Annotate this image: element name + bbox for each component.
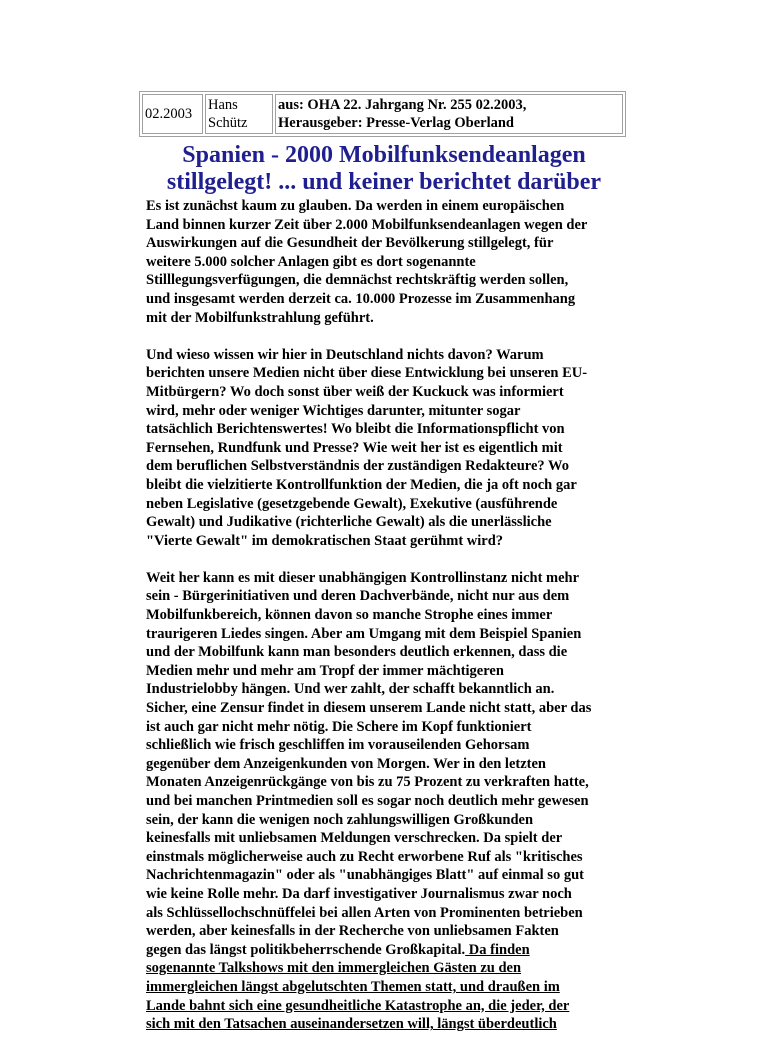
article-line-text: weitere 5.000 solcher Anlagen gibt es dort sogenannte (146, 253, 476, 270)
article-line (146, 569, 630, 588)
article-line-text: Mobilfunkbereich, können davon so manche Strophe eines immer (146, 607, 553, 624)
article-line (146, 885, 630, 904)
article-line-text: mit der Mobilfunkstrahlung geführt. (146, 309, 374, 326)
article-line-text: Nachrichtenmagazin" oder als "unabhängiges Blatt" auf einmal so gut (146, 867, 584, 884)
article-line (146, 383, 630, 402)
article-line (146, 216, 630, 235)
article-line (146, 829, 630, 848)
underlined-text: Lande bahnt sich eine gesundheitliche Katastrophe an, die jeder, der (146, 997, 570, 1014)
article-line-text: und insgesamt werden derzeit ca. 10.000 Prozesse im Zusammenhang (146, 290, 576, 307)
article-line (146, 606, 630, 625)
article-line (146, 866, 630, 885)
article-line (146, 848, 630, 867)
article-line (146, 476, 630, 495)
article-line-text: Und wieso wissen wir hier in Deutschland nichts davon? Warum (146, 346, 544, 363)
article-line (146, 439, 630, 458)
article-line (146, 792, 630, 811)
headline-line-2: stillgelegt! ... und keiner berichtet darüber (166, 169, 602, 195)
article-line (146, 532, 630, 551)
article-line (146, 271, 630, 290)
article-line-text: sein, der kann die wenigen noch zahlungswilligen Großkunden (146, 811, 534, 828)
article-line (146, 643, 630, 662)
article-line (146, 680, 630, 699)
article-line (146, 904, 630, 923)
article-line (146, 587, 630, 606)
article-line-text: "Vierte Gewalt" im demokratischen Staat gerühmt wird? (146, 532, 504, 549)
article-line (146, 736, 630, 755)
article-line (146, 718, 630, 737)
article-line-text: bleibt die vielzitierte Kontrollfunktion der Medien, die ja oft noch gar (146, 476, 577, 493)
article-line (146, 922, 630, 941)
article-line (146, 197, 630, 216)
article-line-text: dem beruflichen Selbstverständnis der zuständigen Redakteure? Wo (146, 458, 569, 475)
underlined-text: sogenannte Talkshows mit den immergleichen Gästen zu den (146, 960, 522, 977)
article-paragraph (146, 197, 630, 327)
meta-source (275, 94, 623, 134)
article-line-text: Medien mehr und mehr am Tropf der immer mächtigeren (146, 662, 504, 679)
article-line-text: keinesfalls mit unliebsamen Meldungen verschrecken. Da spielt der (146, 830, 563, 847)
meta-source-line1: aus: OHA 22. Jahrgang Nr. 255 02.2003, (278, 97, 527, 113)
article-line-text: berichten unsere Medien nicht über diese Entwicklung bei unseren EU- (146, 365, 588, 382)
article-line (146, 941, 630, 960)
article-line-underlined (146, 978, 630, 997)
article-headline (139, 142, 629, 196)
article-line (146, 346, 630, 365)
article-line-text: Stilllegungsverfügungen, die demnächst rechtskräftig werden sollen, (146, 272, 569, 289)
article-line (146, 811, 630, 830)
article-line (146, 420, 630, 439)
article-paragraph (146, 569, 630, 1034)
meta-author-first: Hans (208, 97, 238, 113)
article-line-text: Auswirkungen auf die Gesundheit der Bevölkerung stillgelegt, für (146, 235, 554, 252)
underlined-text: sich mit den Tatsachen auseinandersetzen will, längst überdeutlich (146, 1016, 557, 1033)
article-line-text: Land binnen kurzer Zeit über 2.000 Mobilfunksendeanlagen wegen der (146, 216, 588, 233)
article-line-text: und bei manchen Printmedien soll es sogar noch deutlich mehr gewesen (146, 793, 589, 809)
article-line (146, 513, 630, 532)
article-line (146, 662, 630, 681)
article-line-text: neben Legislative (gesetzgebende Gewalt), Exekutive (ausführende (146, 495, 558, 512)
article-line-text: einstmals möglicherweise auch zu Recht erworbene Ruf als "kritisches (146, 848, 583, 865)
article-line-text: traurigeren Liedes singen. Aber am Umgang mit dem Beispiel Spanien (146, 625, 582, 642)
article-line-text: gegenüber dem Anzeigenkunden von Morgen. Wer in den letzten (146, 755, 546, 772)
article-line (146, 290, 630, 309)
article-line-text: Weit her kann es mit dieser unabhängigen Kontrollinstanz nicht mehr (146, 569, 580, 586)
underlined-text: Da finden (465, 941, 530, 958)
article-line (146, 699, 630, 718)
article-line (146, 309, 630, 328)
meta-source-line2: Herausgeber: Presse-Verlag Oberland (278, 115, 514, 131)
article-line-underlined (146, 959, 630, 978)
article-line (146, 457, 630, 476)
article-line-text: Gewalt) und Judikative (richterliche Gewalt) als die unerlässliche (146, 514, 552, 531)
meta-row (142, 94, 623, 134)
article-paragraph (146, 346, 630, 551)
article-line-text: Es ist zunächst kaum zu glauben. Da werden in einem europäischen (146, 198, 565, 214)
article-line-text: werden, aber keinesfalls in der Recherche von unliebsamen Fakten (146, 923, 559, 940)
meta-date: 02.2003 (142, 94, 203, 134)
article-line (146, 234, 630, 253)
article-line-text: Monaten Anzeigenrückgänge von bis zu 75 Prozent zu verkraften hatte, (146, 774, 589, 791)
article-line (146, 773, 630, 792)
article-line-text: wird, mehr oder weniger Wichtiges darunter, mitunter sogar (146, 402, 521, 419)
article-line-text: Mitbürgern? Wo doch sonst über weiß der Kuckuck was informiert (146, 383, 564, 400)
article-line-text: Sicher, eine Zensur findet in diesem unserem Lande nicht statt, aber das (146, 700, 592, 717)
article-line-underlined (146, 1015, 630, 1034)
article-line-text: sein - Bürgerinitiativen und deren Dachverbände, nicht nur aus dem (146, 588, 570, 605)
article-line (146, 755, 630, 774)
article-line-text: Industrielobby hängen. Und wer zahlt, der schafft bekanntlich an. (146, 681, 555, 698)
article-line-text: schließlich wie frisch geschliffen im vorauseilenden Gehorsam (146, 737, 530, 754)
article-line (146, 253, 630, 272)
article-line-text: Fernsehen, Rundfunk und Presse? Wie weit her ist es eigentlich mit (146, 439, 563, 456)
headline-line-1: Spanien - 2000 Mobilfunksendeanlagen (182, 142, 586, 168)
underlined-text: immergleichen längst abgelutschten Themen statt, und draußen im (146, 978, 560, 995)
article-line-text: und der Mobilfunk kann man besonders deutlich erkennen, dass die (146, 644, 568, 661)
article-line-text: ist auch gar nicht mehr nötig. Die Schere im Kopf funktioniert (146, 718, 532, 735)
article-line-text: gegen das längst politikbeherrschende Großkapital. (146, 941, 466, 958)
article-line-text: tatsächlich Berichtenswertes! Wo bleibt die Informationspflicht von (146, 421, 565, 438)
article-line-text: wie keine Rolle mehr. Da darf investigativer Journalismus zwar noch (146, 885, 572, 902)
meta-author-last: Schütz (208, 115, 248, 131)
meta-author (205, 94, 273, 134)
article-meta-table (139, 91, 626, 137)
article-line-text: als Schlüssellochschnüffelei bei allen Arten von Prominenten betrieben (146, 904, 583, 921)
article-body (146, 197, 630, 1052)
article-line (146, 402, 630, 421)
article-line-underlined (146, 997, 630, 1016)
article-line (146, 495, 630, 514)
article-line (146, 364, 630, 383)
article-line (146, 625, 630, 644)
